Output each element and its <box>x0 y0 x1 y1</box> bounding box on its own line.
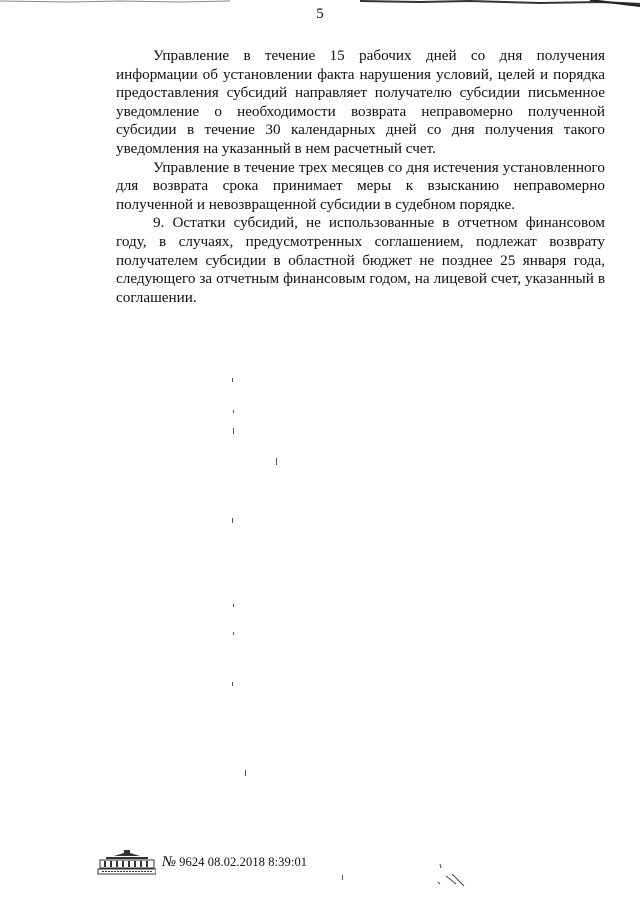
scan-speck <box>232 682 233 686</box>
scan-speck <box>342 875 343 880</box>
scan-speck <box>232 518 233 523</box>
scan-speck <box>233 604 234 607</box>
paragraph: Управление в течение 15 рабочих дней со дня получения информации об установлении факта нарушения условий, целей и порядка предоставления субсидий направляет получателю субсидии письменное уведомление о необходимости возврата неправомерно полученной субсидии в течение 30 календарных дней со дня получения такого уведомления на указанный в нем расчетный счет. <box>116 47 605 157</box>
paragraph: Управление в течение трех месяцев со дня истечения установленного для возврата срока принимает меры к взысканию неправомерно полученной и невозвращенной субсидии в судебном порядке. <box>116 158 605 213</box>
scan-speck <box>232 378 233 382</box>
registration-footer <box>96 847 307 877</box>
scan-speck <box>233 428 234 434</box>
page-number: 5 <box>316 6 324 22</box>
scan-mark <box>434 862 470 888</box>
building-stamp-icon <box>96 848 156 876</box>
registration-number-date: 9624 08.02.2018 8:39:01 <box>179 854 308 869</box>
scan-speck <box>233 410 234 413</box>
paragraph: 9. Остатки субсидий, не использованные в отчетном финансовом году, в случаях, предусмотренных соглашением, подлежат возврату получателем субсидии в областной бюджет не позднее 25 января года, следующего за отчетным финансовым годом, на лицевой счет, указанный в соглашении. <box>116 214 605 306</box>
document-body <box>116 47 605 307</box>
number-sign: № <box>162 853 177 870</box>
scan-speck <box>233 632 234 635</box>
scan-speck <box>276 458 277 465</box>
scan-speck <box>245 770 246 776</box>
